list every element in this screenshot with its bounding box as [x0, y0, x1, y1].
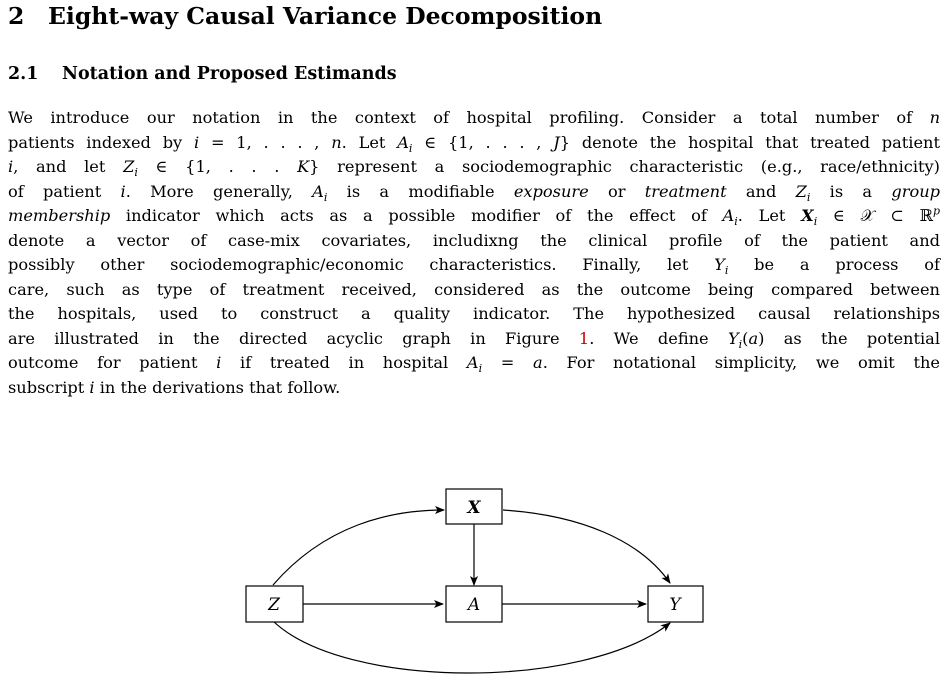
paragraph-line-12: subscript i in the derivations that follow. [8, 377, 341, 397]
body-paragraph [8, 106, 940, 400]
section-heading [8, 2, 602, 30]
section-title: Eight-way Causal Variance Decomposition [48, 2, 603, 30]
figure-reference-link[interactable]: 1 [578, 328, 590, 348]
paragraph-line-3: i, and let $Z_i$ ∈ {1, . . . K} represent a sociodemographic characteristic (e.g., race/ethnicity) [8, 157, 940, 180]
paragraph-line-11: outcome for patient i if treated in hospital $A_i = a$. For notational simplicity, we omit the [8, 353, 940, 376]
paragraph-line-7: possibly other sociodemographic/economic characteristics. Finally, let $Y_i$ be a process of [8, 255, 940, 278]
node-z-label: Z [268, 595, 280, 615]
node-x-label: X [467, 498, 481, 518]
node-y-label: Y [669, 595, 681, 615]
paragraph-line-5: membership indicator which acts as a possible modifier of the effect of $A_i$. Let $X_i$ ∈ 𝒳 ⊂ ℝ$^p$ [8, 204, 940, 229]
edge-z-to-y [273, 621, 670, 673]
paragraph-line-6: denote a vector of case-mix covariates, includixng the clinical profile of the patient and [8, 230, 940, 250]
node-y [648, 586, 703, 622]
paragraph-line-10: are illustrated in the directed acyclic graph in Figure 1. We define $Y_i(a)$ as the potential [8, 328, 940, 351]
edge-z-to-x [273, 510, 444, 585]
subsection-title: Notation and Proposed Estimands [62, 64, 397, 84]
paragraph-line-4: of patient i. More generally, $A_i$ is a modifiable exposure or treatment and $Z_i$ is a group [8, 181, 940, 204]
edge-x-to-y [503, 510, 670, 583]
section-number: 2 [8, 2, 25, 30]
subsection-number: 2.1 [8, 64, 39, 84]
causal-dag-figure [240, 480, 710, 685]
node-a-label: A [467, 595, 481, 615]
node-a [446, 586, 502, 622]
paragraph-line-9: the hospitals, used to construct a quality indicator. The hypothesized causal relationships [8, 304, 940, 323]
node-z [246, 586, 303, 622]
subsection-heading [8, 64, 397, 84]
node-x [446, 489, 502, 524]
paragraph-line-2: patients indexed by i = 1, . . . , n. Let $A_i$ ∈ {1, . . . , J} denote the hospital that treated patient [8, 132, 940, 155]
paragraph-line-1: We introduce our notation in the context of hospital profiling. Consider a total number of n [8, 108, 940, 127]
paragraph-line-8: care, such as type of treatment received, considered as the outcome being compared between [8, 279, 940, 299]
